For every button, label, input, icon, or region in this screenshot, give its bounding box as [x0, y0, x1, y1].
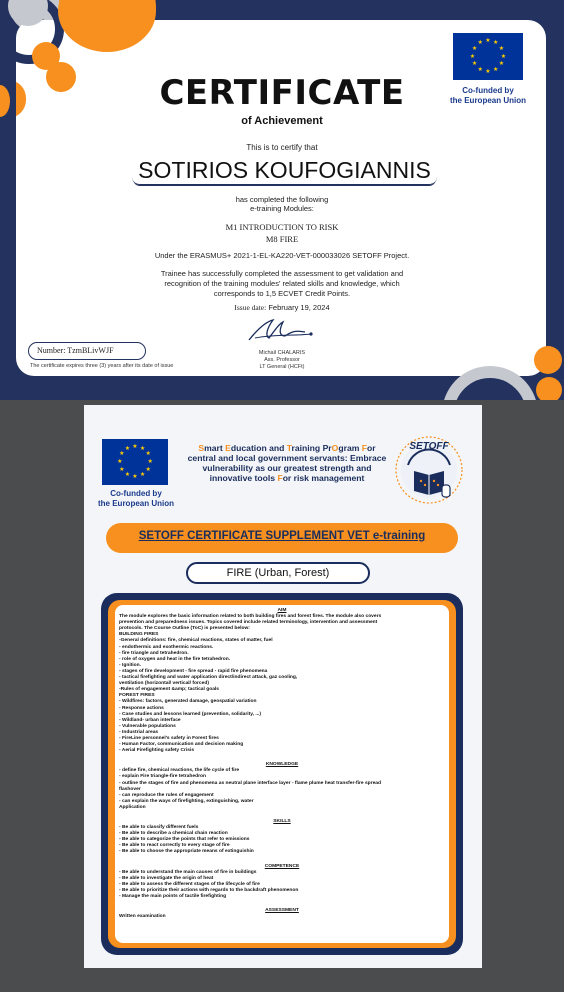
signer-name: Michail CHALARIS	[258, 350, 306, 356]
section-line: - Response actions	[119, 705, 164, 711]
header-text-part: E	[225, 443, 231, 453]
header-text-part: innovative tools	[209, 473, 278, 483]
section-line: ventilation (horizontal/ vertical/ forced)	[119, 681, 209, 687]
section-line: - Be able to choose the appropriate means of extinguishin	[119, 849, 254, 855]
topic-label: FIRE (Urban, Forest)	[186, 562, 370, 584]
section-line: Written examination	[119, 914, 166, 920]
section-line: - tactical firefighting and water application direct/indirect attack, gaz cooling,	[119, 675, 298, 681]
eu-star-icon: ★	[132, 443, 138, 450]
section-line: - Be able to assess the different stages of the lifecycle of fire	[119, 881, 260, 887]
supplement-banner: SETOFF CERTIFICATE SUPPLEMENT VET e-training	[106, 523, 458, 553]
section-line: - explain Fire triangle-fire tetrahedron	[119, 774, 206, 780]
section-line: - can reproduce the rules of engagement	[119, 792, 214, 798]
section-line: BUILDING FIRES	[119, 632, 159, 638]
eu-flag-icon	[102, 439, 168, 485]
section-line: - fire triangle and tetrahedron.	[119, 650, 189, 656]
assessment-text: Trainee has successfully completed the assessment to get validation and	[160, 269, 404, 278]
section-line: - Be able to investigate the origin of heat	[119, 875, 214, 881]
signer-title: LT General (HCFt)	[259, 364, 305, 370]
eu-caption	[90, 489, 182, 509]
header-text-part: ducation and	[230, 443, 287, 453]
header-text-part: O	[331, 443, 339, 453]
header-text-part: S	[198, 443, 205, 453]
section-line: - can explain the ways of firefighting, extinguishing, water	[119, 798, 254, 804]
certificate-title: CERTIFICATE	[159, 73, 405, 113]
section-heading: AIM	[277, 608, 287, 613]
header-line	[177, 473, 397, 483]
eu-star-icon: ★	[117, 459, 123, 465]
project-header	[177, 443, 397, 483]
section-line: - Ignition.	[119, 662, 142, 668]
supplement-page	[84, 405, 482, 968]
header-text-part: gram	[338, 443, 362, 453]
section-line: - define fire, chemical reactions, the life cycle of fire	[119, 768, 240, 774]
eu-star-icon: ★	[493, 40, 499, 47]
section-line: - endothermic and exothermic reactions.	[119, 644, 214, 650]
eu-star-icon: ★	[498, 45, 505, 52]
section-line: - Be able to prioritize their actions with regards to the backdraft phenomenon	[119, 887, 299, 893]
eu-caption-line: Co-funded by	[110, 489, 162, 498]
eu-caption-line: the European Union	[98, 499, 174, 508]
header-text-part: T	[286, 443, 292, 453]
header-text-part: raining Pr	[291, 443, 332, 453]
decor-circle	[536, 377, 562, 400]
section-line: prevention and preparedness issues. Topics covered include related terminology, intervention and assessment	[119, 620, 378, 626]
section-line: - Be able to classify different fuels	[119, 825, 199, 831]
assessment-text: recognition of the training modules' related skills and knowledge, which	[164, 279, 400, 288]
certificate-page	[0, 0, 564, 400]
section-line: - Case studies and lessons learned (prevention, solidarity, ...)	[119, 711, 262, 717]
issue-date-label: Issue date:	[234, 303, 267, 312]
expiry-note: The certificate expires three (3) years after its date of issue	[30, 363, 174, 369]
certificate-number	[28, 342, 146, 360]
recipient-name: SOTIRIOS KOUFOGIANNIS	[132, 157, 437, 185]
section-line: - Be able to describe a chemical chain reaction	[119, 831, 228, 837]
eu-caption-line: Co-funded by	[462, 86, 514, 95]
section-line: - role of oxygen and heat in the fire tetrahedron.	[119, 656, 231, 662]
eu-star-icon: ★	[498, 61, 505, 68]
section-line: - Be able to categorize the points that refer to emissions	[119, 837, 250, 843]
section-line: flashover	[119, 786, 141, 792]
section-line: - Manage the main points of tactile firefighting	[119, 894, 227, 900]
setoff-logo-text: SETOFF	[409, 441, 449, 452]
eu-star-icon: ★	[145, 466, 151, 473]
eu-star-icon: ★	[124, 445, 131, 452]
supplement-content	[115, 605, 449, 943]
section-line: - Be able to understand the main causes of fire in buildings	[119, 869, 257, 875]
eu-star-icon: ★	[119, 451, 125, 458]
section-line: The module explores the basic information related to both building fires and forest fires. The module also covers	[119, 614, 382, 620]
section-line: - FireLine personnel's safety in Forest fires	[119, 735, 219, 741]
module-name: M8 FIRE	[265, 234, 299, 244]
assessment-text: corresponds to 1,5 ECVET Credit Points.	[213, 289, 351, 298]
section-line: - Industrial areas	[119, 729, 159, 735]
section-line: Application	[119, 804, 146, 810]
section-heading: SKILLS	[273, 819, 291, 824]
eu-star-icon: ★	[124, 472, 131, 479]
section-line: - Wildfires: factors, generated damage, geospatial variation	[119, 699, 257, 705]
section-line: - Be able to react correctly to every stage of fire	[119, 843, 230, 849]
header-text-part: mart	[204, 443, 226, 453]
header-line	[177, 443, 397, 453]
number-label: Number:	[37, 346, 66, 355]
number-value: TzmBLivWJF	[67, 346, 114, 355]
eu-star-icon: ★	[477, 66, 483, 73]
section-line: FOREST FIRES	[119, 693, 155, 699]
section-heading: ASSESSMENT	[265, 908, 299, 914]
eu-star-icon: ★	[485, 37, 491, 44]
eu-caption-line: the European Union	[450, 96, 526, 105]
eu-star-icon: ★	[471, 61, 478, 68]
eu-star-icon: ★	[139, 472, 146, 479]
eu-star-icon: ★	[493, 66, 499, 73]
eu-star-icon: ★	[477, 40, 483, 47]
section-line: - Aerial Firefighting safety Crisis	[119, 748, 195, 754]
section-heading: KNOWLEDGE	[265, 762, 299, 768]
issue-date	[0, 303, 564, 313]
eu-star-icon: ★	[471, 45, 478, 52]
header-text-part: or risk management	[282, 473, 365, 483]
signer-title: Ass. Professor	[264, 357, 300, 363]
header-text-part: F	[277, 473, 283, 483]
certificate-subtitle: of Achievement	[241, 115, 323, 127]
section-line: -General definitions: fire, chemical reactions, states of matter, fuel	[119, 638, 273, 644]
section-line: - Wildland- urban interface	[119, 717, 181, 723]
decor-circle	[32, 42, 60, 70]
section-line: - outline the stages of fire and phenomena as neutral plane interface layer - flame plume heat transfer-fire spread	[119, 780, 381, 786]
signature-icon	[245, 316, 315, 344]
section-line: -Rules of engagement &amp; tactical goals	[119, 687, 220, 693]
header-line: vulnerability as our greatest strength and	[202, 463, 372, 473]
module-name: M1 INTRODUCTION TO RISK	[225, 222, 339, 232]
section-line: - Vulnerable populations	[119, 723, 176, 729]
section-line: - Human Factor, communication and decision making	[119, 742, 244, 748]
section-line: protocols. The Course Outline (ToC) is presented below:	[119, 626, 250, 632]
eu-star-icon: ★	[500, 53, 507, 60]
header-text-part: or	[367, 443, 376, 453]
eu-star-icon: ★	[469, 53, 476, 60]
eu-star-icon: ★	[485, 69, 491, 75]
header-text-part: F	[361, 443, 367, 453]
issue-date-value: February 19, 2024	[268, 303, 330, 312]
eu-star-icon: ★	[119, 466, 125, 473]
section-line: - stages of fire development - fire spread - rapid fire phenomena	[119, 668, 268, 674]
project-text: Under the ERASMUS+ 2021-1-EL-KA220-VET-000033026 SETOFF Project.	[154, 251, 410, 260]
certify-text: This is to certify that	[246, 143, 318, 152]
eu-star-icon: ★	[147, 459, 153, 465]
completed-text: has completed the following	[235, 195, 329, 204]
eu-star-icon: ★	[139, 445, 146, 452]
section-heading: COMPETENCE	[264, 863, 300, 869]
eu-star-icon: ★	[132, 474, 138, 481]
eu-star-icon: ★	[145, 451, 151, 458]
header-line: central and local government servants: Embrace	[187, 453, 387, 463]
completed-text: e-training Modules:	[250, 204, 314, 213]
